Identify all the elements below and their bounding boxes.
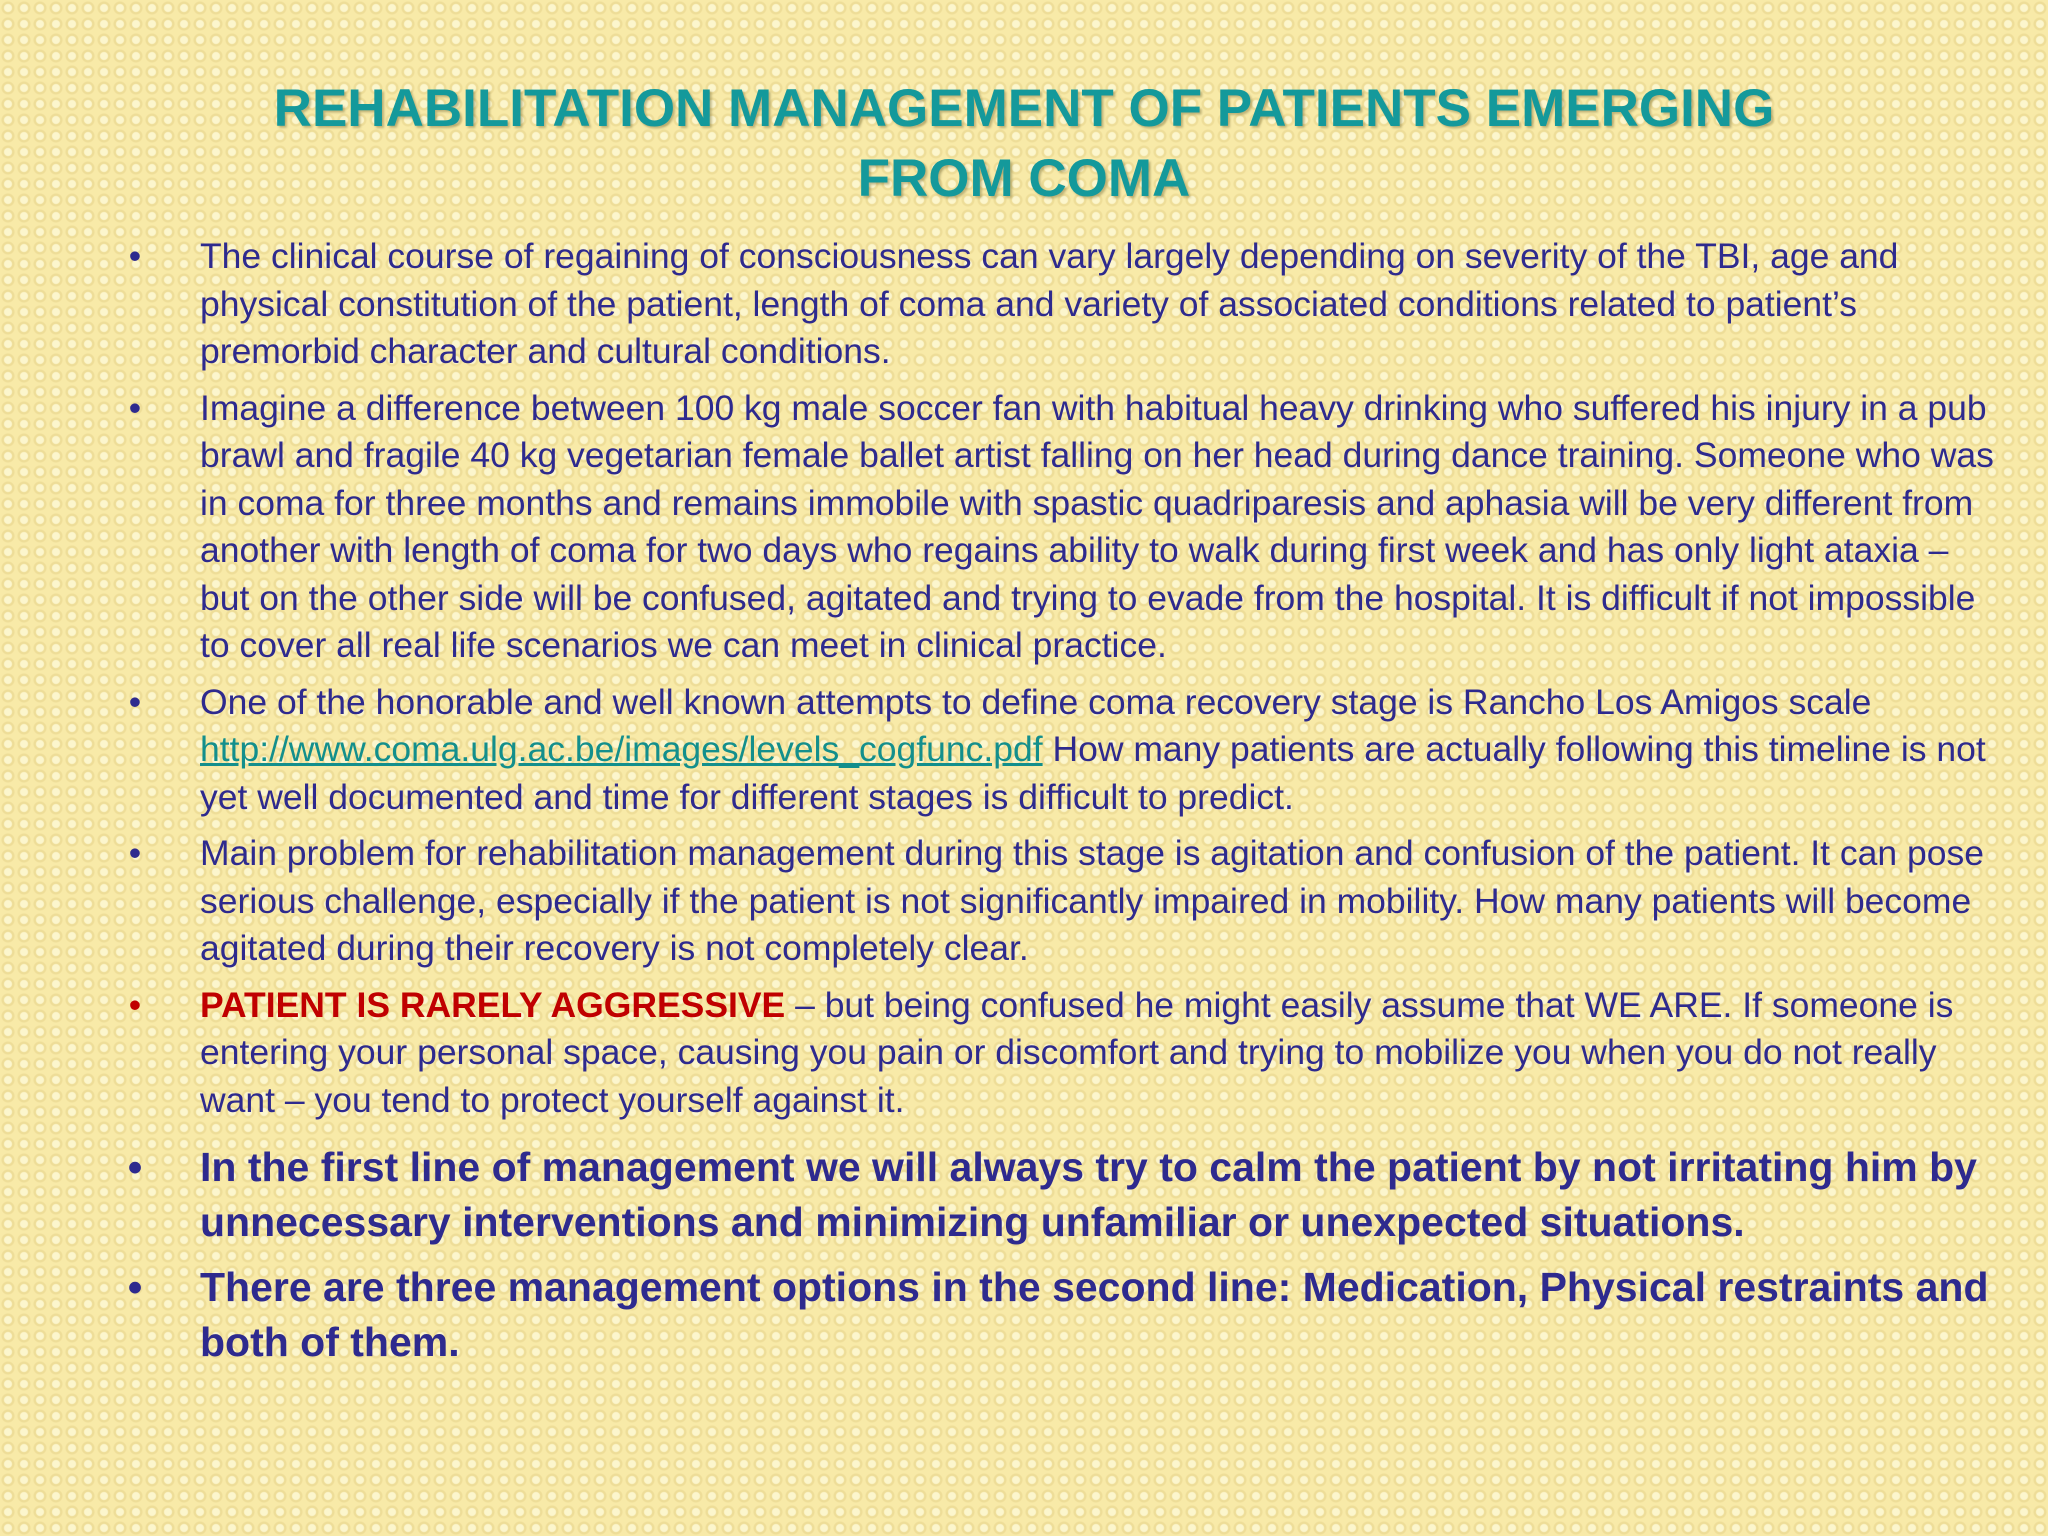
bullet-text-after-link: How many patients are actually following this timeline is not yet well documented and time for different stages is difficult to predict. — [200, 729, 1986, 817]
bullet-item-patient-differences — [120, 385, 2000, 670]
bullet-marker: • — [128, 833, 142, 873]
emphasis-text: PATIENT IS RARELY AGGRESSIVE — [200, 984, 786, 1025]
slide-title-line-1: REHABILITATION MANAGEMENT OF PATIENTS EMERGING — [273, 79, 1775, 138]
slide-title — [150, 74, 1898, 214]
bullet-item-agitation-problem — [120, 830, 2000, 973]
bullet-marker: • — [128, 236, 142, 276]
bullet-text: There are three management options in the second line: Medication, Physical restraints and both of them. — [200, 1264, 1989, 1365]
bullet-marker: • — [128, 681, 142, 722]
bullet-text: In the first line of management we will always try to calm the patient by not irritating him by unnecessary interventions and minimizing unfamiliar or unexpected situations. — [200, 1144, 1977, 1245]
bullet-marker: • — [127, 1264, 143, 1310]
bullet-text: – but being confused he might easily assume that WE ARE. If someone is entering your personal space, causing you pain or discomfort and trying to mobilize you when you do not really want – you tend to protect yourself against it. — [200, 984, 1954, 1120]
bullet-item-rarely-aggressive — [120, 982, 2000, 1125]
bullet-marker: • — [128, 387, 142, 428]
bullet-item-first-line-management — [120, 1140, 2000, 1249]
bullet-item-second-line-options — [120, 1260, 2000, 1369]
bullet-text-before-link: One of the honorable and well known attempts to define coma recovery stage is Rancho Los Amigos scale — [200, 681, 1872, 722]
bullet-item-rancho-scale — [120, 679, 2000, 822]
bullet-marker-red: • — [128, 984, 142, 1025]
slide-title-line-2: FROM COMA — [857, 149, 1191, 208]
bullet-marker: • — [127, 1144, 143, 1190]
bullet-list — [120, 233, 2000, 1380]
bullet-text: Imagine a difference between 100 kg male soccer fan with habitual heavy drinking who suffered his injury in a pub brawl and fragile 40 kg vegetarian female ballet artist falling on her head during dance training. Someone who was in coma for three months and remains immobile with spastic quadriparesis and aphasia will be very different from another with length of coma for two days who regains ability to walk during first week and has only light ataxia – but on the other side will be confused, agitated and trying to evade from the hospital. It is difficult if not impossible to cover all real life scenarios we can meet in clinical practice. — [200, 387, 1994, 665]
rancho-scale-link[interactable]: http://www.coma.ulg.ac.be/images/levels_cogfunc.pdf — [200, 729, 1043, 769]
bullet-text: The clinical course of regaining of consciousness can vary largely depending on severity of the TBI, age and physical constitution of the patient, length of coma and variety of associated conditions related to patient’s premorbid character and cultural conditions. — [200, 236, 1899, 371]
bullet-text: Main problem for rehabilitation management during this stage is agitation and confusion of the patient. It can pose serious challenge, especially if the patient is not significantly impaired in mobility. How many patients will become agitated during their recovery is not completely clear. — [200, 833, 1984, 968]
bullet-item-clinical-course — [120, 233, 2000, 376]
